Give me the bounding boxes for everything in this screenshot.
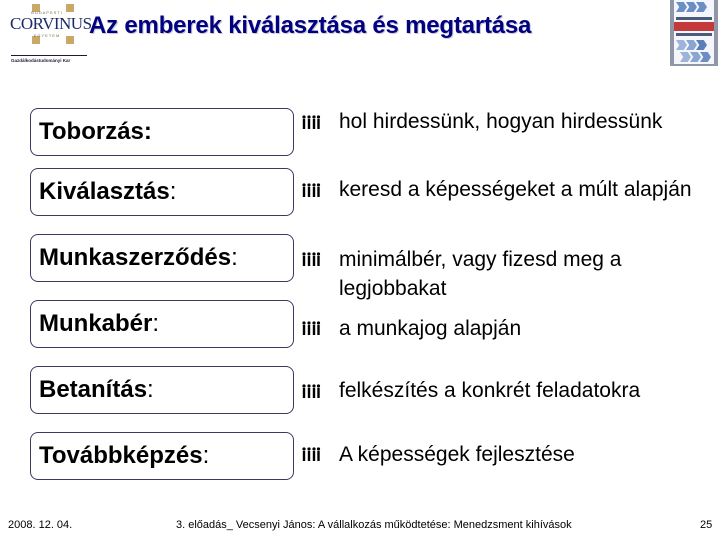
label-box <box>30 300 294 348</box>
people-icon <box>301 384 321 398</box>
corvinus-logo <box>8 2 92 64</box>
row-description: A képességek fejlesztése <box>339 443 575 466</box>
people-icon <box>301 252 321 266</box>
label-text: Továbbképzés: <box>39 442 210 469</box>
label-text: Kiválasztás: <box>39 178 177 205</box>
logo-caption: Gazdálkodástudományi Kar <box>11 58 71 63</box>
logo-name: CORVINUS <box>10 14 92 33</box>
people-icon <box>301 183 321 197</box>
people-icon <box>301 321 321 335</box>
logo-divider <box>11 55 87 56</box>
people-icon <box>301 115 321 129</box>
row-description: hol hirdessünk, hogyan hirdessünk <box>339 110 663 133</box>
label-text: Munkaszerződés: <box>39 244 238 271</box>
label-box <box>30 168 294 216</box>
slide-title: Az emberek kiválasztása és megtartása <box>89 12 532 39</box>
footer-date: 2008. 12. 04. <box>8 519 73 531</box>
label-box <box>30 366 294 414</box>
row-description: a munkajog alapján <box>339 317 522 340</box>
footer-page-number: 25 <box>700 519 713 531</box>
row-description: minimálbér, vagy fizesd meg a legjobbakat <box>339 248 622 300</box>
footer-center-text: 3. előadás_ Vecsenyi János: A vállalkozás működtetése: Menedzsment kihívások <box>176 519 572 531</box>
logo-top-text: BUDAPESTI <box>31 10 63 15</box>
row-description: felkészítés a konkrét feladatokra <box>339 379 641 402</box>
book-cover-logo-icon <box>670 0 718 66</box>
row-description: keresd a képességeket a múlt alapján <box>339 178 692 201</box>
label-text: Toborzás: <box>39 118 152 145</box>
label-box <box>30 234 294 282</box>
people-icon <box>301 447 321 461</box>
logo-sub-text: EGYETEM <box>33 33 61 38</box>
label-text: Betanítás: <box>39 376 154 403</box>
label-box <box>30 108 294 156</box>
label-box <box>30 432 294 480</box>
label-text: Munkabér: <box>39 310 160 337</box>
